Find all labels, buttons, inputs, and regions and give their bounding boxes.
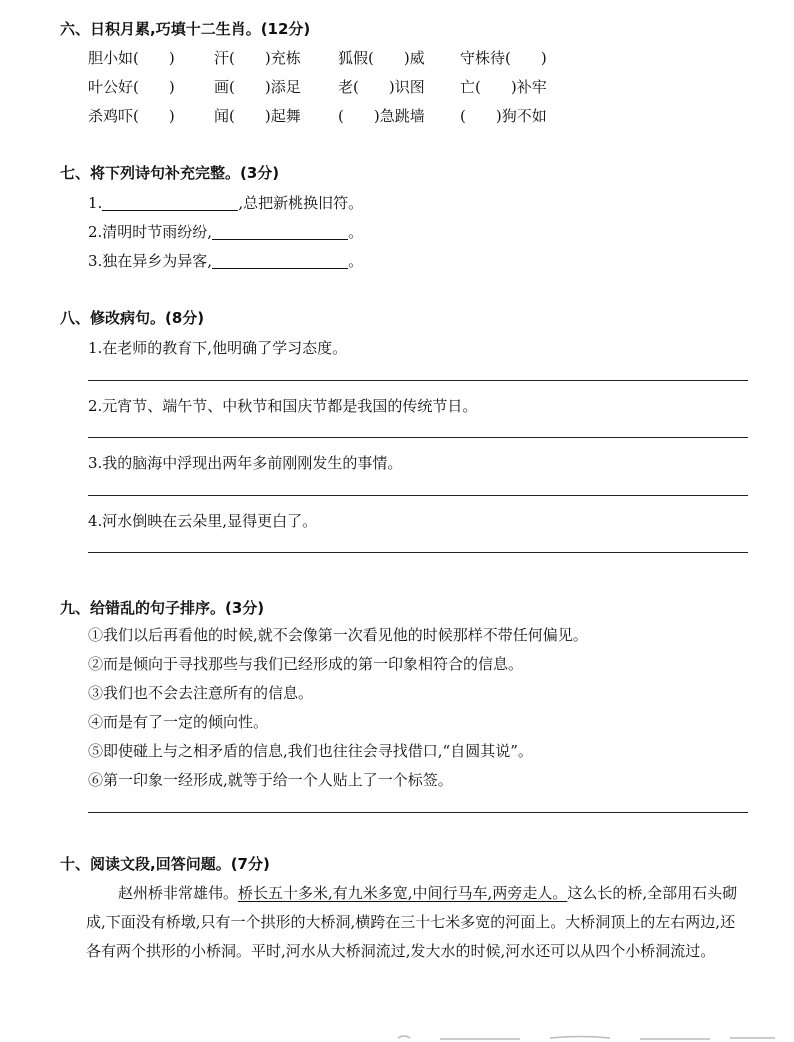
- poem-1-blank[interactable]: [102, 194, 238, 211]
- sentence-2: 2.元宵节、端午节、中秋节和国庆节都是我国的传统节日。: [88, 397, 478, 415]
- passage-paragraph: [86, 879, 750, 966]
- answer-line-3[interactable]: [88, 495, 748, 496]
- poem-3-suffix: 。: [348, 252, 364, 270]
- order-item-6: ⑥第一印象一经形成,就等于给一个人贴上了一个标签。: [88, 771, 453, 789]
- poem-3-prefix: 3.独在异乡为异客,: [88, 252, 213, 270]
- idiom-2-1[interactable]: 叶公好( ): [88, 78, 175, 96]
- poem-line-2: [88, 221, 363, 242]
- order-item-1: ①我们以后再看他的时候,就不会像第一次看见他的时候那样不带任何偏见。: [88, 626, 588, 644]
- passage-start: 赵州桥非常雄伟。: [118, 884, 239, 902]
- section-6-title: 六、日积月累,巧填十二生肖。(12分): [60, 20, 311, 38]
- passage-rest: 这么长的桥,全部用石头砌成,下面没有桥墩,只有一个拱形的大桥洞,横跨在三十七米多宽的河面上。大桥洞顶上的左右两边,还各有两个拱形的小桥洞。平时,河水从大桥洞流过,发大水的时候,河水还可以从四个小桥洞流过。: [86, 884, 738, 960]
- idiom-2-2[interactable]: 画( )添足: [214, 78, 301, 96]
- reading-passage: [86, 879, 750, 966]
- idiom-3-3[interactable]: ( )急跳墙: [338, 107, 425, 125]
- section-10-title: 十、阅读文段,回答问题。(7分): [60, 855, 270, 873]
- order-item-5: ⑤即使碰上与之相矛盾的信息,我们也往往会寻找借口,“自圆其说”。: [88, 742, 533, 760]
- section-9-title: 九、给错乱的句子排序。(3分): [60, 599, 265, 617]
- sentence-3: 3.我的脑海中浮现出两年多前刚刚发生的事情。: [88, 454, 403, 472]
- sentence-4: 4.河水倒映在云朵里,显得更白了。: [88, 512, 318, 530]
- order-item-2: ②而是倾向于寻找那些与我们已经形成的第一印象相符合的信息。: [88, 655, 524, 673]
- passage-underlined: 桥长五十多米,有九米多宽,中间行马车,两旁走人。: [238, 884, 568, 902]
- poem-1-suffix: ,总把新桃换旧符。: [238, 194, 364, 212]
- idiom-3-1[interactable]: 杀鸡吓( ): [88, 107, 175, 125]
- idiom-2-4[interactable]: 亡( )补牢: [460, 78, 547, 96]
- idiom-1-1[interactable]: 胆小如( ): [88, 49, 175, 67]
- order-item-4: ④而是有了一定的倾向性。: [88, 713, 269, 731]
- poem-line-3: [88, 250, 363, 271]
- order-item-3: ③我们也不会去注意所有的信息。: [88, 684, 314, 702]
- poem-2-prefix: 2.清明时节雨纷纷,: [88, 223, 213, 241]
- section-7-title: 七、将下列诗句补充完整。(3分): [60, 164, 280, 182]
- poem-2-blank[interactable]: [212, 223, 348, 240]
- idiom-3-2[interactable]: 闻( )起舞: [214, 107, 301, 125]
- sentence-1: 1.在老师的教育下,他明确了学习态度。: [88, 339, 348, 357]
- answer-line-4[interactable]: [88, 552, 748, 553]
- idiom-2-3[interactable]: 老( )识图: [338, 78, 425, 96]
- idiom-1-3[interactable]: 狐假( )威: [338, 49, 425, 67]
- section-8-title: 八、修改病句。(8分): [60, 309, 205, 327]
- poem-line-1: [88, 192, 363, 213]
- idiom-3-4[interactable]: ( )狗不如: [460, 107, 547, 125]
- poem-3-blank[interactable]: [212, 252, 348, 269]
- poem-1-prefix: 1.: [88, 194, 103, 212]
- answer-line-order[interactable]: [88, 812, 748, 813]
- page-bottom-cutoff: [380, 1032, 780, 1042]
- answer-line-1[interactable]: [88, 380, 748, 381]
- answer-line-2[interactable]: [88, 437, 748, 438]
- idiom-1-4[interactable]: 守株待( ): [460, 49, 547, 67]
- idiom-1-2[interactable]: 汗( )充栋: [214, 49, 301, 67]
- poem-2-suffix: 。: [348, 223, 364, 241]
